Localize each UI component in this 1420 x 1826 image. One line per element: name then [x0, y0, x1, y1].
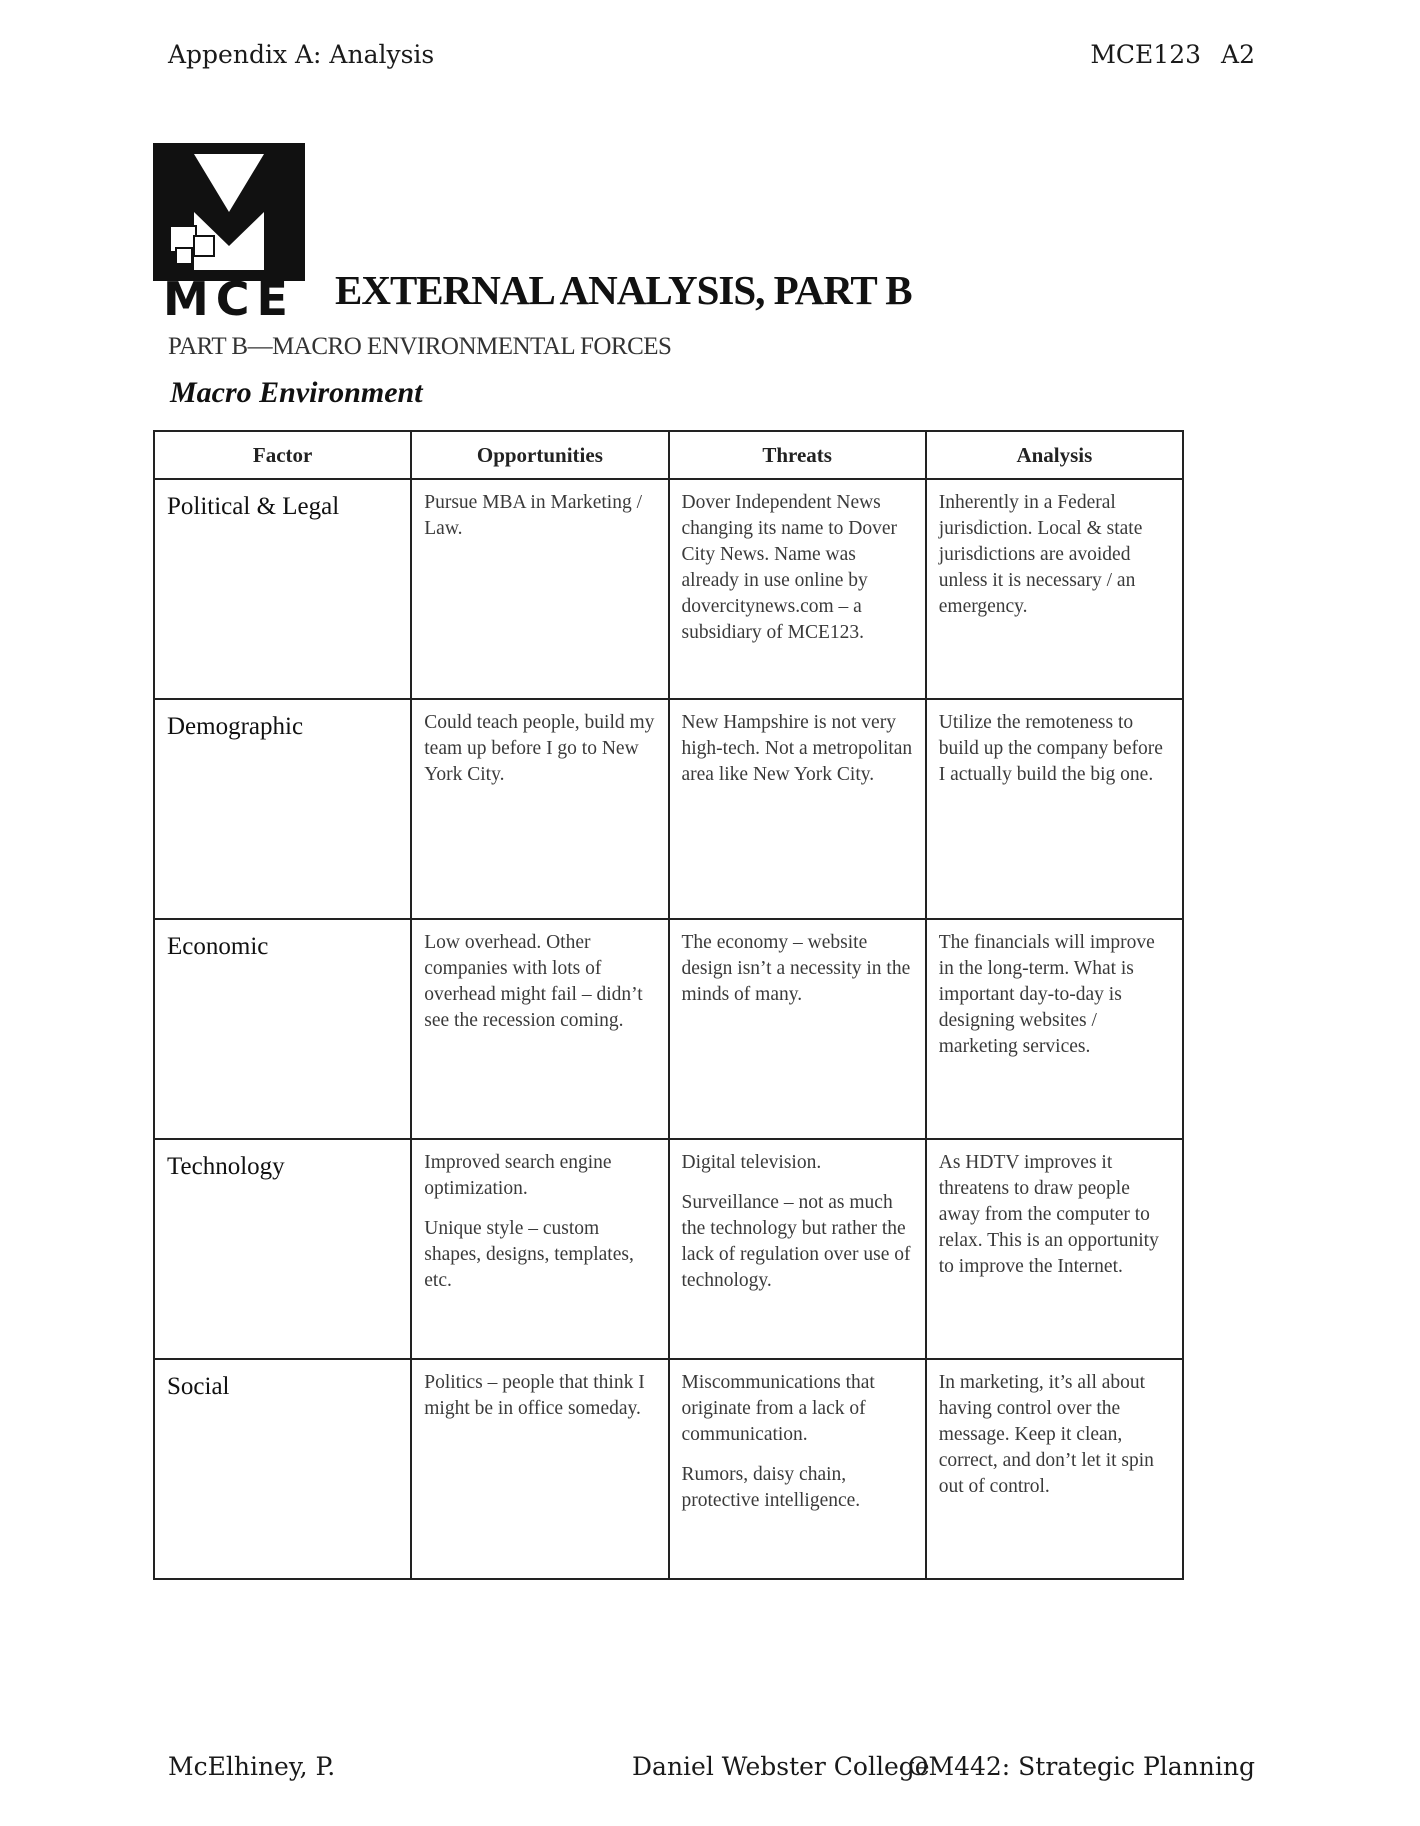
cell-text: Digital television.: [681, 1152, 822, 1173]
header-factor: Factor: [154, 431, 411, 479]
table-row-demographic: [154, 699, 1183, 919]
threats-cell: [669, 1139, 926, 1359]
header-right: [1090, 40, 1255, 69]
cell-text: As HDTV improves it threatens to draw people away from the computer to relax. This is an opportunity to improve the Internet.: [938, 1152, 1159, 1277]
macro-environment-table: [153, 430, 1184, 1580]
mce-logo: [153, 143, 305, 326]
analysis-cell: [926, 479, 1183, 699]
table-row-technology: [154, 1139, 1183, 1359]
header-opportunities: Opportunities: [411, 431, 668, 479]
opportunities-cell: [411, 1359, 668, 1579]
cell-text: Improved search engine optimization.: [424, 1152, 612, 1199]
header-analysis: Analysis: [926, 431, 1183, 479]
factor-cell: Political & Legal: [154, 479, 411, 699]
cell-text: Pursue MBA in Marketing / Law.: [424, 492, 642, 539]
factor-cell: Technology: [154, 1139, 411, 1359]
opportunities-cell: [411, 919, 668, 1139]
header-section: A2: [1221, 40, 1255, 69]
cell-text: New Hampshire is not very high-tech. Not a metropolitan area like New York City.: [681, 712, 913, 785]
logo-m-graphic: [164, 154, 294, 270]
cell-text: Utilize the remoteness to build up the company before I actually build the big one.: [938, 712, 1163, 785]
threats-cell: [669, 479, 926, 699]
factor-cell: Demographic: [154, 699, 411, 919]
cell-text: Could teach people, build my team up before I go to New York City.: [424, 712, 655, 785]
section-heading: Macro Environment: [170, 376, 423, 409]
analysis-cell: [926, 1139, 1183, 1359]
cell-text: The financials will improve in the long-term. What is important day-to-day is designing websites / marketing services.: [938, 932, 1155, 1057]
header-code: MCE123: [1090, 40, 1202, 69]
factor-cell: Social: [154, 1359, 411, 1579]
header-threats: Threats: [669, 431, 926, 479]
footer-author: McElhiney, P.: [168, 1752, 336, 1781]
opportunities-cell: [411, 479, 668, 699]
threats-cell: [669, 919, 926, 1139]
table-header-row: [154, 431, 1183, 479]
cell-text: Inherently in a Federal jurisdiction. Local & state jurisdictions are avoided unless it is necessary / an emergency.: [938, 492, 1143, 617]
footer-course: OM442: Strategic Planning: [907, 1752, 1255, 1781]
threats-cell: [669, 1359, 926, 1579]
opportunities-cell: [411, 699, 668, 919]
table-row-political-legal: [154, 479, 1183, 699]
factor-cell: Economic: [154, 919, 411, 1139]
threats-cell: [669, 699, 926, 919]
table-row-social: [154, 1359, 1183, 1579]
logo-text: MCE: [163, 272, 295, 326]
analysis-cell: [926, 699, 1183, 919]
table-row-economic: [154, 919, 1183, 1139]
cell-text: Politics – people that think I might be in office someday.: [424, 1372, 645, 1419]
cell-text: Surveillance – not as much the technology but rather the lack of regulation over use of technology.: [681, 1192, 911, 1291]
cell-text: The economy – website design isn’t a necessity in the minds of many.: [681, 932, 911, 1005]
opportunities-cell: [411, 1139, 668, 1359]
cell-text: In marketing, it’s all about having control over the message. Keep it clean, correct, and don’t let it spin out of control.: [938, 1372, 1154, 1497]
cell-text: Dover Independent News changing its name to Dover City News. Name was already in use online by dovercitynews.com – a subsidiary of MCE123.: [681, 492, 898, 643]
cell-text: Miscommunications that originate from a lack of communication.: [681, 1372, 875, 1445]
page-title: EXTERNAL ANALYSIS, PART B: [335, 267, 912, 313]
analysis-cell: [926, 1359, 1183, 1579]
cell-text: Low overhead. Other companies with lots of overhead might fail – didn’t see the recession coming.: [424, 932, 643, 1031]
analysis-cell: [926, 919, 1183, 1139]
page-subtitle: PART B—MACRO ENVIRONMENTAL FORCES: [168, 333, 672, 360]
footer-college: Daniel Webster College: [632, 1752, 930, 1781]
cell-text: Rumors, daisy chain, protective intelligence.: [681, 1464, 861, 1511]
header-left: Appendix A: Analysis: [168, 40, 435, 69]
logo-frame: [153, 143, 305, 281]
cell-text: Unique style – custom shapes, designs, templates, etc.: [424, 1218, 634, 1291]
